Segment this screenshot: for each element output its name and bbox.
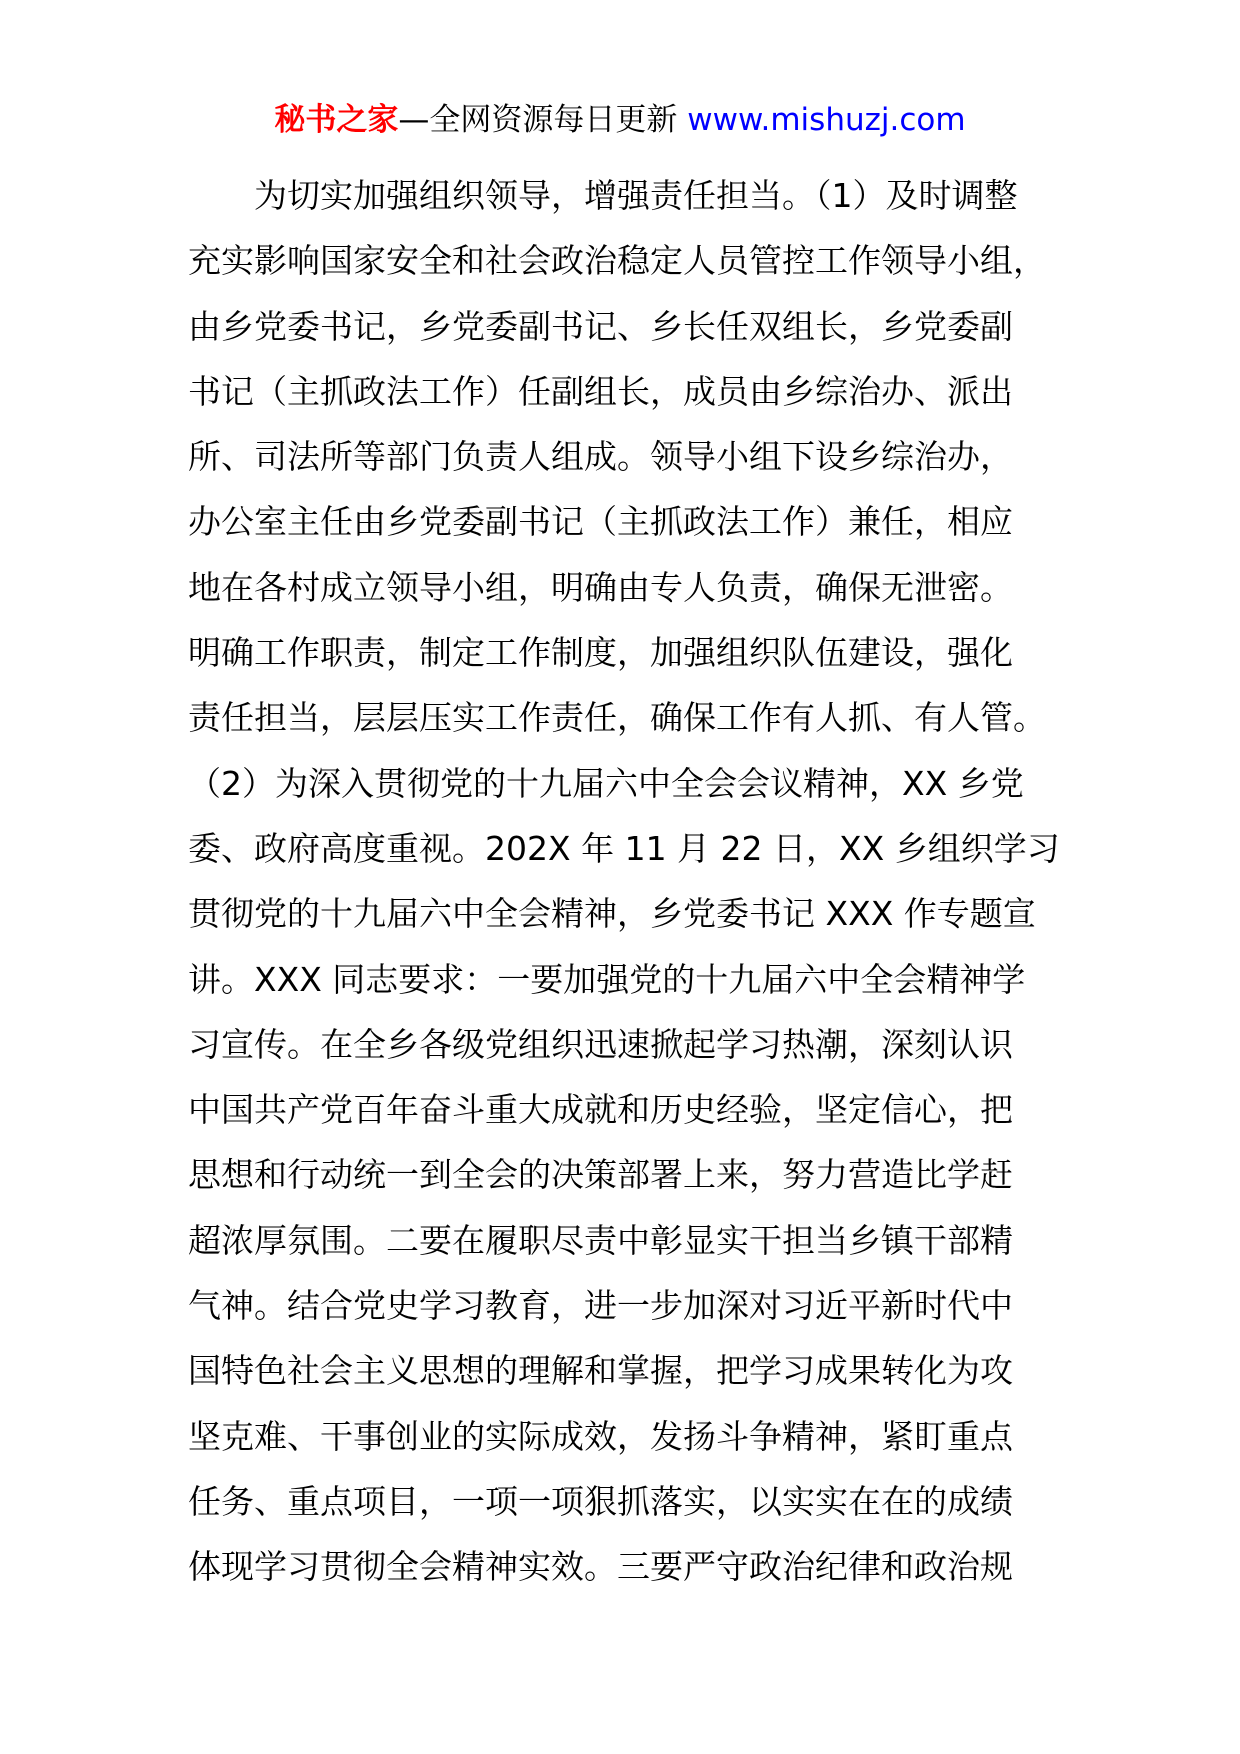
- paragraph-line: 责任担当，层层压实工作责任，确保工作有人抓、有人管。: [188, 698, 1046, 738]
- paragraph-line: 坚克难、干事创业的实际成效，发扬斗争精神，紧盯重点: [188, 1416, 1013, 1456]
- paragraph-line: 地在各村成立领导小组，明确由专人负责，确保无泄密。: [188, 567, 1013, 607]
- site-url-link[interactable]: www.mishuzj.com: [687, 102, 966, 138]
- paragraph-line: 所、司法所等部门负责人组成。领导小组下设乡综治办，: [188, 437, 1013, 477]
- document-body: [188, 163, 1058, 1600]
- paragraph-line: 超浓厚氛围。二要在履职尽责中彰显实干担当乡镇干部精: [188, 1220, 1013, 1260]
- paragraph-line: 贯彻党的十九届六中全会精神，乡党委书记 XXX 作专题宣: [188, 894, 1036, 934]
- paragraph-line: 充实影响国家安全和社会政治稳定人员管控工作领导小组，: [188, 241, 1046, 281]
- paragraph-line: 办公室主任由乡党委副书记（主抓政法工作）兼任，相应: [188, 502, 1013, 542]
- paragraph-line: 明确工作职责，制定工作制度，加强组织队伍建设，强化: [188, 633, 1013, 673]
- paragraph-line: 任务、重点项目，一项一项狠抓落实，以实实在在的成绩: [188, 1481, 1013, 1521]
- paragraph-line: 讲。XXX 同志要求：一要加强党的十九届六中全会精神学: [188, 959, 1026, 999]
- paragraph-line: 由乡党委书记，乡党委副书记、乡长任双组长，乡党委副: [188, 306, 1013, 346]
- paragraph-line: 书记（主抓政法工作）任副组长，成员由乡综治办、派出: [188, 371, 1013, 411]
- paragraph-line: 气神。结合党史学习教育，进一步加深对习近平新时代中: [188, 1286, 1013, 1326]
- paragraph-line: 国特色社会主义思想的理解和掌握，把学习成果转化为攻: [188, 1351, 1013, 1391]
- paragraph-line: 体现学习贯彻全会精神实效。三要严守政治纪律和政治规: [188, 1547, 1013, 1587]
- paragraph-line: 为切实加强组织领导，增强责任担当。（1）及时调整: [254, 176, 1018, 215]
- paragraph-line: （2）为深入贯彻党的十九届六中全会会议精神，XX 乡党: [188, 763, 1024, 803]
- site-brand: 秘书之家: [274, 102, 399, 138]
- paragraph-line: 思想和行动统一到全会的决策部署上来，努力营造比学赶: [188, 1155, 1013, 1195]
- paragraph-line: 中国共产党百年奋斗重大成就和历史经验，坚定信心，把: [188, 1090, 1013, 1130]
- site-header: [0, 100, 1240, 140]
- paragraph-line: 习宣传。在全乡各级党组织迅速掀起学习热潮，深刻认识: [188, 1024, 1013, 1064]
- site-tagline: —全网资源每日更新: [398, 102, 678, 138]
- paragraph-line: 委、政府高度重视。202X 年 11 月 22 日，XX 乡组织学习: [188, 828, 1060, 868]
